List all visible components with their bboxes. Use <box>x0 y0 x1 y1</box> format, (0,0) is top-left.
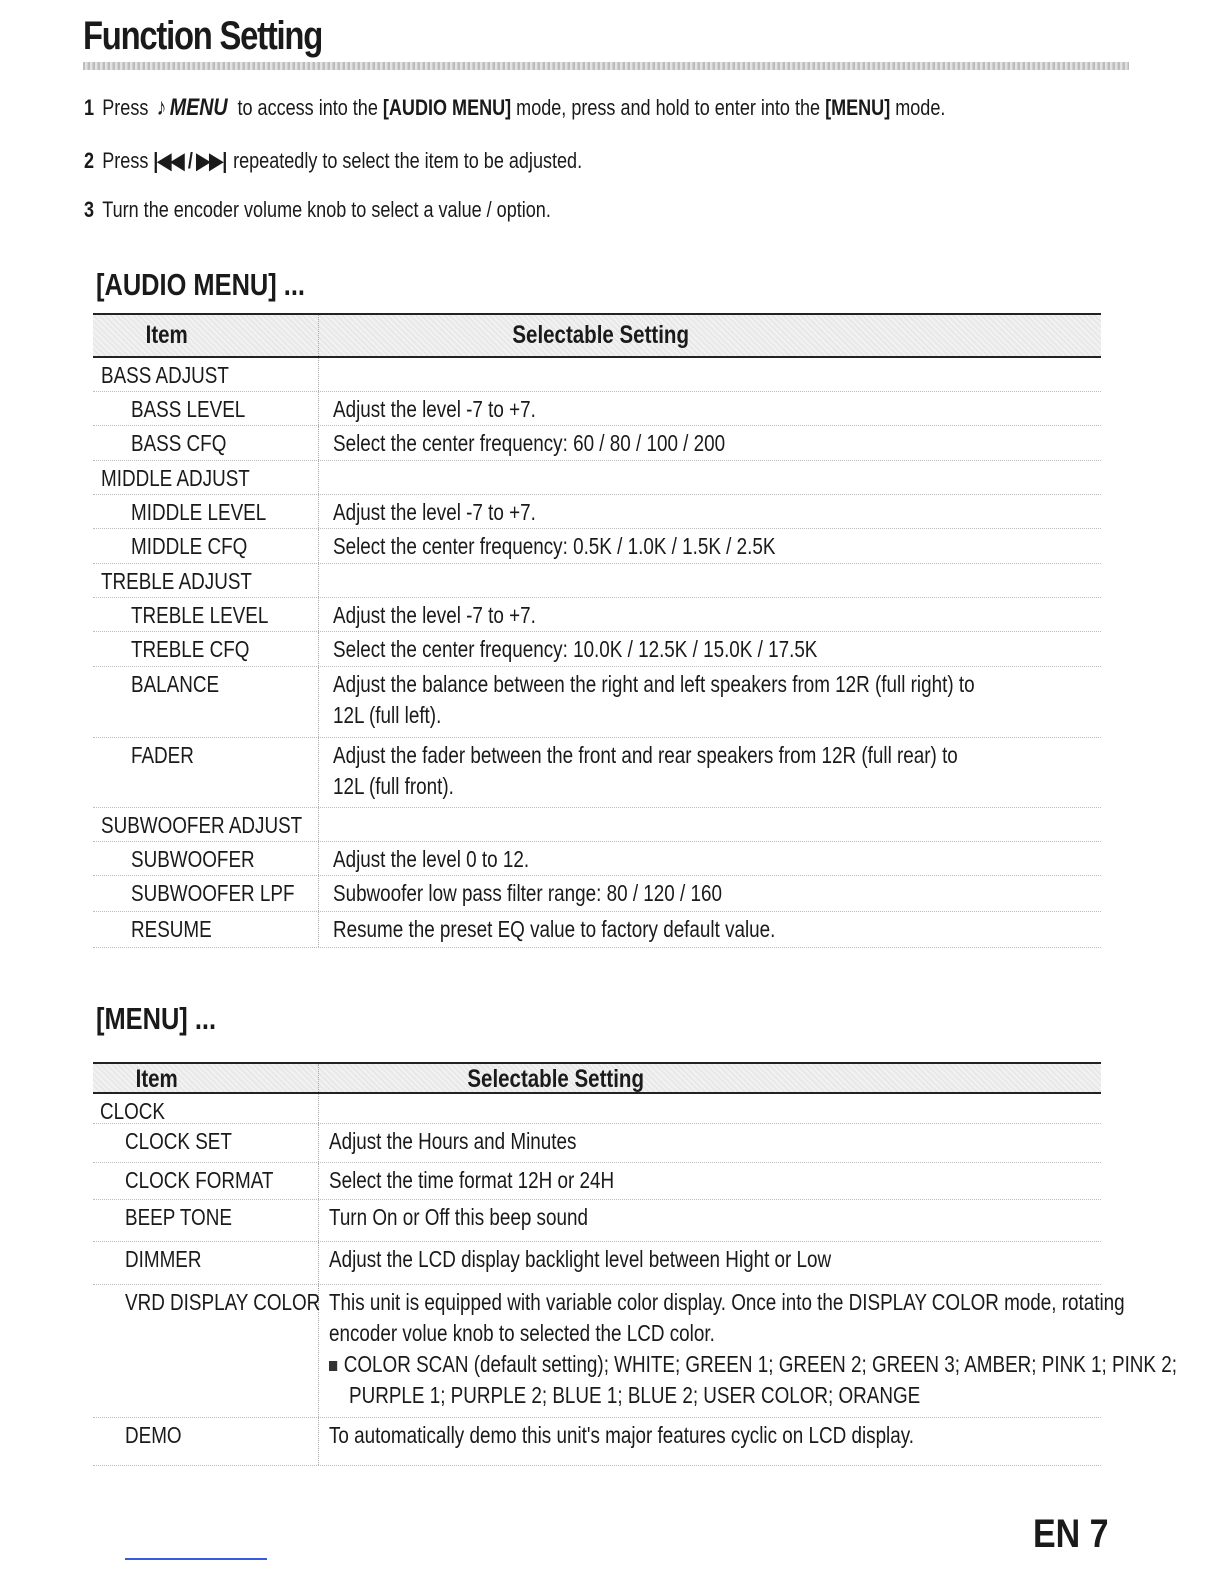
table-row <box>93 876 1101 912</box>
column-divider <box>318 1163 319 1199</box>
table-row <box>93 1200 1101 1242</box>
table-row <box>93 1242 1101 1285</box>
column-divider <box>318 1064 319 1092</box>
row-item: CLOCK SET <box>125 1128 232 1154</box>
table-row <box>93 1163 1101 1200</box>
step-bold: [MENU] <box>825 95 891 120</box>
step-number: 1 <box>84 95 95 120</box>
row-setting: Adjust the level 0 to 12. <box>333 846 530 872</box>
step-1 <box>84 94 945 122</box>
column-divider <box>318 598 319 631</box>
menu-button-label: MENU <box>169 94 228 121</box>
row-item: TREBLE CFQ <box>131 636 250 662</box>
row-setting: Subwoofer low pass filter range: 80 / 120 / 160 <box>333 880 722 906</box>
row-setting: Select the time format 12H or 24H <box>329 1167 615 1193</box>
table-row <box>93 842 1101 876</box>
row-setting: Adjust the LCD display backlight level between Hight or Low <box>329 1246 832 1272</box>
column-divider <box>318 876 319 911</box>
row-bullet-continued: PURPLE 1; PURPLE 2; BLUE 1; BLUE 2; USER COLOR; ORANGE <box>349 1382 921 1408</box>
row-bullet <box>329 1349 1177 1380</box>
row-setting: This unit is equipped with variable color display. Once into the DISPLAY COLOR mode, rotating <box>329 1289 1125 1315</box>
step-3 <box>84 197 551 223</box>
table-row <box>93 598 1101 632</box>
column-divider <box>318 315 319 356</box>
column-divider <box>318 358 319 391</box>
row-item: BEEP TONE <box>125 1204 232 1230</box>
row-setting-continued: encoder volue knob to selected the LCD color. <box>329 1320 715 1346</box>
table-row <box>93 632 1101 667</box>
header-item: Item <box>135 1065 178 1093</box>
row-item: MIDDLE ADJUST <box>101 465 250 491</box>
row-setting-continued: 12L (full front). <box>333 773 454 799</box>
audio-menu-table <box>93 313 1101 948</box>
row-item: SUBWOOFER ADJUST <box>101 812 303 838</box>
row-item: TREBLE LEVEL <box>131 602 269 628</box>
row-setting: Select the center frequency: 10.0K / 12.5K / 15.0K / 17.5K <box>333 636 818 662</box>
row-item: CLOCK FORMAT <box>125 1167 274 1193</box>
table-row <box>93 392 1101 426</box>
row-setting: Adjust the Hours and Minutes <box>329 1128 577 1154</box>
skip-prev-next-icon: |◀◀ / ▶▶| <box>153 148 227 173</box>
footer-line <box>125 1558 267 1560</box>
row-setting: Adjust the fader between the front and rear speakers from 12R (full rear) to <box>333 742 958 768</box>
table-row <box>93 738 1101 808</box>
music-note-icon: ♪ <box>156 94 167 121</box>
column-divider <box>318 461 319 494</box>
table-row <box>93 529 1101 564</box>
step-text: mode. <box>890 95 946 120</box>
audio-menu-heading: [AUDIO MENU] ... <box>96 267 305 302</box>
column-divider <box>318 1094 319 1123</box>
step-number: 3 <box>84 197 95 222</box>
column-divider <box>318 667 319 737</box>
menu-table <box>93 1062 1177 1466</box>
column-divider <box>318 1124 319 1162</box>
bullet-text: COLOR SCAN (default setting); WHITE; GREEN 1; GREEN 2; GREEN 3; AMBER; PINK 1; PINK 2; <box>343 1351 1177 1377</box>
column-divider <box>318 738 319 807</box>
header-setting: Selectable Setting <box>512 321 689 349</box>
page-number: EN 7 <box>1033 1512 1109 1556</box>
step-2 <box>84 148 582 174</box>
row-setting: Adjust the balance between the right and left speakers from 12R (full right) to <box>333 671 975 697</box>
row-item: TREBLE ADJUST <box>101 568 252 594</box>
row-item: SUBWOOFER LPF <box>131 880 295 906</box>
column-divider <box>318 564 319 597</box>
table-row <box>93 808 1101 842</box>
column-divider <box>318 392 319 425</box>
row-item: DIMMER <box>125 1246 202 1272</box>
row-setting: Turn On or Off this beep sound <box>329 1204 588 1230</box>
row-item: FADER <box>131 742 194 768</box>
table-row <box>93 1094 1101 1124</box>
step-text: Turn the encoder volume knob to select a value / option. <box>102 197 551 222</box>
table-row <box>93 1124 1101 1163</box>
column-divider <box>318 808 319 841</box>
step-text: mode, press and hold to enter into the <box>511 95 826 120</box>
row-item: SUBWOOFER <box>131 846 255 872</box>
table-row <box>93 1285 1177 1418</box>
column-divider <box>318 632 319 666</box>
column-divider <box>318 1242 319 1284</box>
row-setting: Select the center frequency: 60 / 80 / 100 / 200 <box>333 430 726 456</box>
row-setting-continued: 12L (full left). <box>333 702 442 728</box>
row-item: BASS ADJUST <box>101 362 229 388</box>
table-row <box>93 667 1101 738</box>
table-row <box>93 358 1101 392</box>
title-rule <box>83 62 1129 70</box>
step-number: 2 <box>84 148 95 173</box>
table-row <box>93 912 1101 948</box>
menu-heading: [MENU] ... <box>96 1001 217 1036</box>
step-press: Press <box>102 148 149 173</box>
row-item: BASS CFQ <box>131 430 227 456</box>
page-title: Function Setting <box>83 14 323 58</box>
step-press: Press <box>102 95 149 120</box>
row-item: DEMO <box>125 1422 182 1448</box>
row-item: CLOCK <box>100 1098 165 1124</box>
step-text: repeatedly to select the item to be adjusted. <box>233 148 583 173</box>
column-divider <box>318 495 319 528</box>
row-item: MIDDLE CFQ <box>131 533 248 559</box>
row-setting: Adjust the level -7 to +7. <box>333 396 536 422</box>
row-setting: Select the center frequency: 0.5K / 1.0K / 1.5K / 2.5K <box>333 533 776 559</box>
row-setting: Adjust the level -7 to +7. <box>333 499 536 525</box>
column-divider <box>318 529 319 563</box>
row-setting: To automatically demo this unit's major features cyclic on LCD display. <box>329 1422 915 1448</box>
column-divider <box>318 1418 319 1465</box>
row-setting: Adjust the level -7 to +7. <box>333 602 536 628</box>
header-item: Item <box>145 321 188 349</box>
row-setting: Resume the preset EQ value to factory default value. <box>333 916 776 942</box>
header-setting: Selectable Setting <box>467 1065 644 1093</box>
row-item: MIDDLE LEVEL <box>131 499 267 525</box>
table-row <box>93 1418 1101 1466</box>
column-divider <box>318 912 319 947</box>
table-row <box>93 426 1101 461</box>
step-bold: [AUDIO MENU] <box>382 95 512 120</box>
table-header <box>93 313 1101 358</box>
column-divider <box>318 1200 319 1241</box>
step-text: to access into the <box>237 95 383 120</box>
bullet-square-icon <box>329 1361 337 1371</box>
table-header <box>93 1062 1101 1094</box>
column-divider <box>318 842 319 875</box>
row-item: RESUME <box>131 916 212 942</box>
table-row <box>93 461 1101 495</box>
column-divider <box>318 426 319 460</box>
row-item: VRD DISPLAY COLOR <box>125 1289 321 1315</box>
table-row <box>93 495 1101 529</box>
row-item: BALANCE <box>131 671 220 697</box>
row-item: BASS LEVEL <box>131 396 246 422</box>
table-row <box>93 564 1101 598</box>
